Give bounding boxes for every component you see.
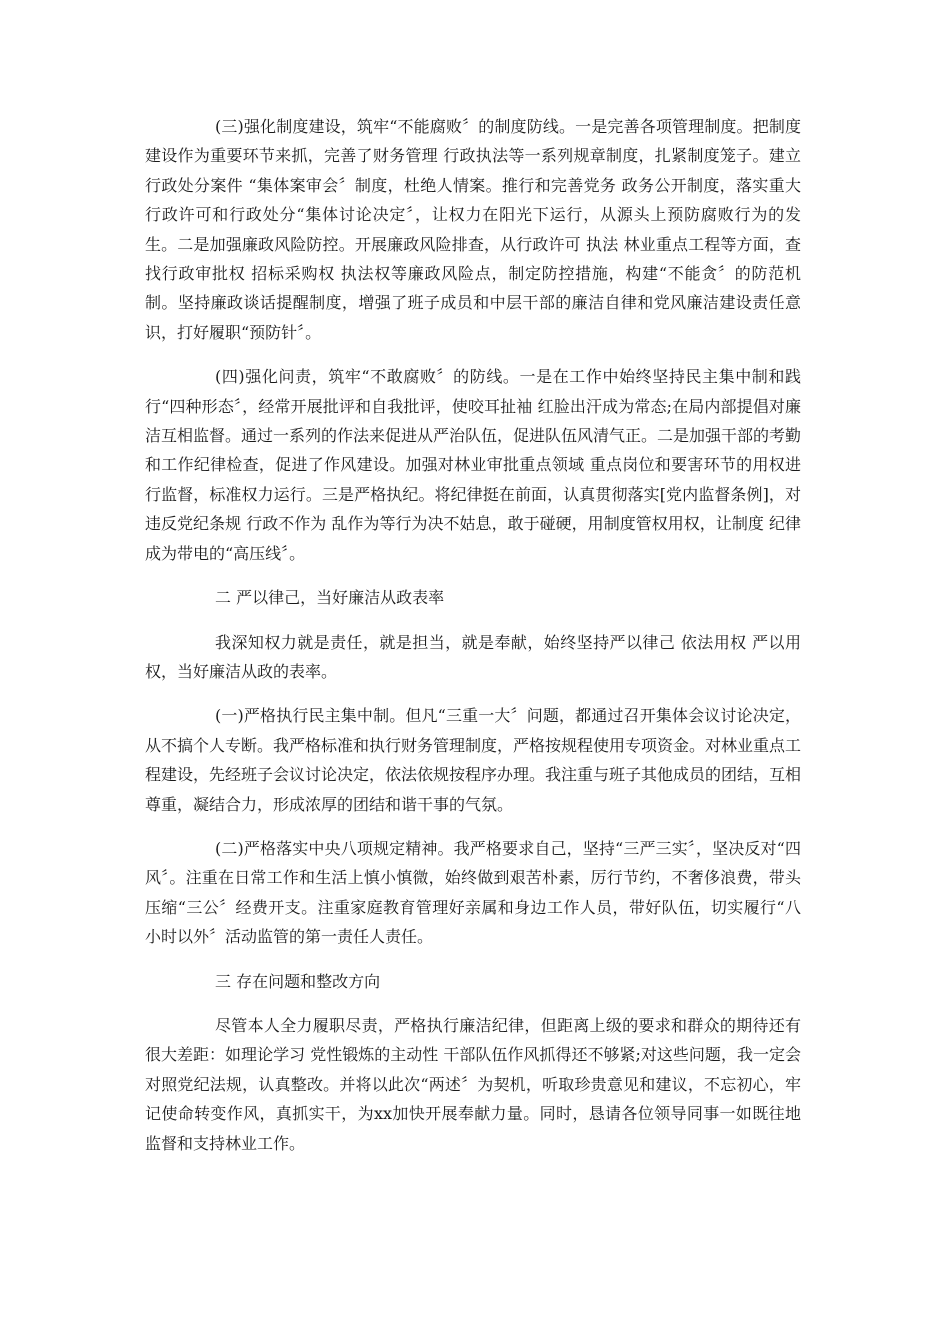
paragraph-institution-building: (三)强化制度建设，筑牢“不能腐败〞的制度防线。一是完善各项管理制度。把制度建设作为重要环节来抓，完善了财务管理 行政执法等一系列规章制度，扎紧制度笼子。建立行政处分案件 “集体案审会〞制度，杜绝人情案。推行和完善党务 政务公开制度，落实重大行政许可和行政处分“集体讨论决定〞，让权力在阳光下运行，从源头上预防腐败行为的发生。二是加强廉政风险防控。开展廉政风险排查，从行政许可 执法 林业重点工程等方面，查找行政审批权 招标采购权 执法权等廉政风险点，制定防控措施，构建“不能贪〞的防范机制。坚持廉政谈话提醒制度，增强了班子成员和中层干部的廉洁自律和党风廉洁建设责任意识，打好履职“预防针〞。 <box>145 117 801 342</box>
paragraph-eight-regulations: (二)严格落实中央八项规定精神。我严格要求自己，坚持“三严三实〞，坚决反对“四风〞。注重在日常工作和生活上慎小慎微，始终做到艰苦朴素，厉行节约，不奢侈浪费，带头压缩“三公〞经费开支。注重家庭教育管理好亲属和身边工作人员，带好队伍，切实履行“八小时以外〞活动监管的第一责任人责任。 <box>145 838 801 947</box>
paragraph-power-is-responsibility: 我深知权力就是责任，就是担当，就是奉献，始终坚持严以律己 依法用权 严以用权，当好廉洁从政的表率。 <box>145 632 801 681</box>
paragraph-problems-and-rectification: 尽管本人全力履职尽责，严格执行廉洁纪律，但距离上级的要求和群众的期待还有很大差距：如理论学习 党性锻炼的主动性 干部队伍作风抓得还不够紧;对这些问题，我一定会对照党纪法规，认真整改。并将以此次“两述〞为契机，听取珍贵意见和建议，不忘初心，牢记使命转变作风，真抓实干，为xx加快开展奉献力量。同时，恳请各位领导同事一如既往地监督和支持林业工作。 <box>145 1015 801 1153</box>
paragraph-accountability: (四)强化问责，筑牢“不敢腐败〞的防线。一是在工作中始终坚持民主集中制和践行“四种形态〞，经常开展批评和自我批评，使咬耳扯袖 红脸出汗成为常态;在局内部提倡对廉洁互相监督。通过一系列的作法来促进从严治队伍，促进队伍风清气正。二是加强干部的考勤和工作纪律检查，促进了作风建设。加强对林业审批重点领域 重点岗位和要害环节的用权进行监督，标准权力运行。三是严格执纪。将纪律挺在前面，认真贯彻落实[党内监督条例]，对违反党纪条规 行政不作为 乱作为等行为决不姑息，敢于碰硬，用制度管权用权，让制度 纪律成为带电的“高压线〞。 <box>145 367 802 563</box>
paragraph-democratic-centralism: (一)严格执行民主集中制。但凡“三重一大〞问题，都通过召开集体会议讨论决定，从不搞个人专断。我严格标准和执行财务管理制度，严格按规程使用专项资金。对林业重点工程建设，先经班子会议讨论决定，依法依规按程序办理。我注重与班子其他成员的团结，互相尊重，凝结合力，形成浓厚的团结和谐干事的气氛。 <box>145 706 802 814</box>
section-heading-problems: 三 存在问题和整改方向 <box>215 971 381 991</box>
section-heading-self-discipline: 二 严以律己，当好廉洁从政表率 <box>215 588 445 608</box>
document-body <box>145 112 801 1173</box>
